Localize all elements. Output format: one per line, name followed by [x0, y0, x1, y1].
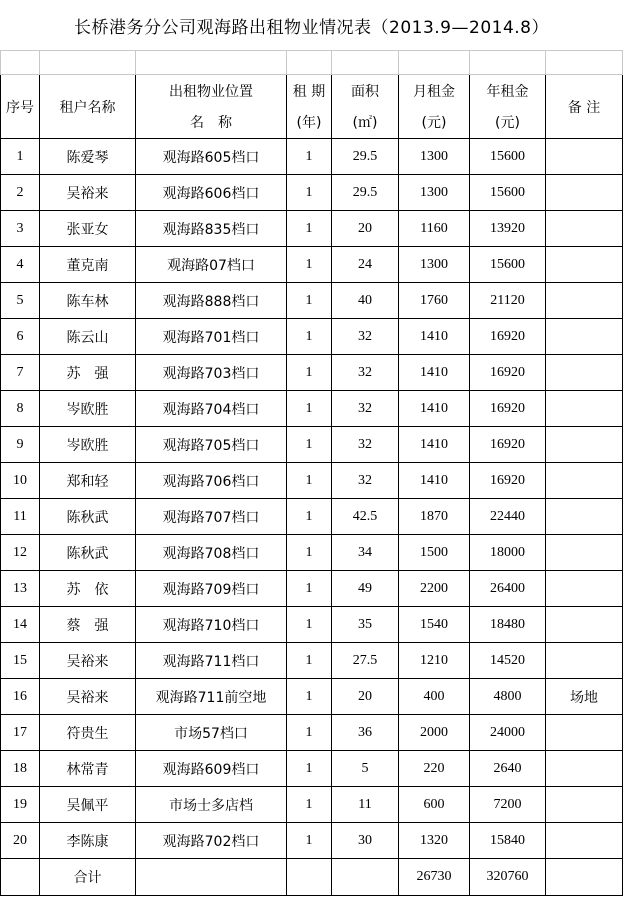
table-row	[1, 499, 623, 535]
remark-cell[interactable]	[546, 823, 623, 859]
annual-rent-cell[interactable]: 26400	[470, 571, 546, 607]
location-cell[interactable]: 观海路711档口	[136, 643, 287, 679]
cell[interactable]	[1, 859, 40, 896]
area-cell[interactable]: 5	[332, 751, 399, 787]
location-cell[interactable]: 观海路710档口	[136, 607, 287, 643]
seq-cell[interactable]: 6	[1, 319, 40, 355]
table-row	[1, 175, 623, 211]
monthly-rent-cell[interactable]: 1160	[399, 211, 470, 247]
remark-cell[interactable]	[546, 571, 623, 607]
area-cell[interactable]: 34	[332, 535, 399, 571]
header-monthly-top[interactable]: 月租金	[399, 75, 470, 107]
annual-rent-cell[interactable]: 15600	[470, 175, 546, 211]
remark-cell[interactable]	[546, 499, 623, 535]
monthly-rent-cell[interactable]: 1410	[399, 319, 470, 355]
annual-rent-cell[interactable]: 4800	[470, 679, 546, 715]
area-cell[interactable]: 32	[332, 355, 399, 391]
table-row	[1, 571, 623, 607]
remark-cell[interactable]	[546, 607, 623, 643]
monthly-rent-cell[interactable]: 1300	[399, 175, 470, 211]
table-row	[1, 283, 623, 319]
location-cell[interactable]: 观海路609档口	[136, 751, 287, 787]
table-row	[1, 427, 623, 463]
area-cell[interactable]: 49	[332, 571, 399, 607]
monthly-rent-cell[interactable]: 1210	[399, 643, 470, 679]
annual-rent-cell[interactable]: 16920	[470, 319, 546, 355]
seq-cell[interactable]: 1	[1, 139, 40, 175]
table-row	[1, 679, 623, 715]
cell[interactable]	[399, 51, 470, 75]
term-cell[interactable]: 1	[287, 607, 332, 643]
remark-cell[interactable]	[546, 715, 623, 751]
tenant-cell[interactable]: 岑欧胜	[40, 427, 136, 463]
term-cell[interactable]: 1	[287, 535, 332, 571]
term-cell[interactable]: 1	[287, 751, 332, 787]
header-area-bottom[interactable]: (㎡)	[332, 106, 399, 139]
annual-rent-cell[interactable]: 14520	[470, 643, 546, 679]
seq-cell[interactable]: 2	[1, 175, 40, 211]
location-cell[interactable]: 观海路707档口	[136, 499, 287, 535]
term-cell[interactable]: 1	[287, 427, 332, 463]
seq-cell[interactable]: 13	[1, 571, 40, 607]
monthly-rent-cell[interactable]: 1540	[399, 607, 470, 643]
total-label[interactable]: 合计	[40, 859, 136, 896]
monthly-rent-cell[interactable]: 220	[399, 751, 470, 787]
seq-cell[interactable]: 5	[1, 283, 40, 319]
tenant-cell[interactable]: 吴裕来	[40, 643, 136, 679]
remark-cell[interactable]	[546, 643, 623, 679]
seq-cell[interactable]: 12	[1, 535, 40, 571]
cell[interactable]	[546, 859, 623, 896]
table-row	[1, 823, 623, 859]
annual-rent-cell[interactable]: 7200	[470, 787, 546, 823]
table-row	[1, 319, 623, 355]
location-cell[interactable]: 观海路711前空地	[136, 679, 287, 715]
monthly-rent-cell[interactable]: 1300	[399, 139, 470, 175]
remark-cell[interactable]	[546, 283, 623, 319]
seq-cell[interactable]: 7	[1, 355, 40, 391]
monthly-rent-cell[interactable]: 400	[399, 679, 470, 715]
location-cell[interactable]: 观海路888档口	[136, 283, 287, 319]
tenant-cell[interactable]: 苏 强	[40, 355, 136, 391]
location-cell[interactable]: 观海路704档口	[136, 391, 287, 427]
annual-rent-cell[interactable]: 21120	[470, 283, 546, 319]
header-location-top[interactable]: 出租物业位置	[136, 75, 287, 107]
sheet-title: 长桥港务分公司观海路出租物业情况表（2013.9—2014.8）	[74, 17, 549, 38]
area-cell[interactable]: 32	[332, 319, 399, 355]
seq-cell[interactable]: 16	[1, 679, 40, 715]
annual-rent-cell[interactable]: 22440	[470, 499, 546, 535]
cell[interactable]	[287, 859, 332, 896]
area-cell[interactable]: 11	[332, 787, 399, 823]
seq-cell[interactable]: 10	[1, 463, 40, 499]
seq-cell[interactable]: 17	[1, 715, 40, 751]
remark-cell[interactable]	[546, 319, 623, 355]
annual-rent-cell[interactable]: 16920	[470, 427, 546, 463]
remark-cell[interactable]	[546, 355, 623, 391]
table-row	[1, 463, 623, 499]
cell[interactable]	[332, 859, 399, 896]
term-cell[interactable]: 1	[287, 823, 332, 859]
term-cell[interactable]: 1	[287, 679, 332, 715]
location-cell[interactable]: 观海路605档口	[136, 139, 287, 175]
location-cell[interactable]: 观海路701档口	[136, 319, 287, 355]
seq-cell[interactable]: 8	[1, 391, 40, 427]
location-cell[interactable]: 观海路835档口	[136, 211, 287, 247]
table-row	[1, 643, 623, 679]
remark-cell[interactable]: 场地	[546, 679, 623, 715]
term-cell[interactable]: 1	[287, 283, 332, 319]
seq-cell[interactable]: 14	[1, 607, 40, 643]
rental-table	[0, 50, 623, 896]
table-row	[1, 535, 623, 571]
annual-rent-cell[interactable]: 13920	[470, 211, 546, 247]
seq-cell[interactable]: 3	[1, 211, 40, 247]
table-row	[1, 391, 623, 427]
remark-cell[interactable]	[546, 463, 623, 499]
header-annual-top[interactable]: 年租金	[470, 75, 546, 107]
remark-cell[interactable]	[546, 139, 623, 175]
location-cell[interactable]: 观海路703档口	[136, 355, 287, 391]
tenant-cell[interactable]: 林常青	[40, 751, 136, 787]
header-term-bottom[interactable]: (年)	[287, 106, 332, 139]
header-row	[1, 75, 623, 107]
location-cell[interactable]: 市场57档口	[136, 715, 287, 751]
monthly-rent-cell[interactable]: 1500	[399, 535, 470, 571]
header-seq[interactable]: 序号	[1, 75, 40, 139]
area-cell[interactable]: 36	[332, 715, 399, 751]
location-cell[interactable]: 观海路705档口	[136, 427, 287, 463]
area-cell[interactable]: 30	[332, 823, 399, 859]
annual-rent-cell[interactable]: 15600	[470, 139, 546, 175]
location-cell[interactable]: 观海路606档口	[136, 175, 287, 211]
tenant-cell[interactable]: 吴裕来	[40, 679, 136, 715]
location-cell[interactable]: 观海路702档口	[136, 823, 287, 859]
monthly-rent-cell[interactable]: 2200	[399, 571, 470, 607]
annual-rent-cell[interactable]: 16920	[470, 463, 546, 499]
monthly-rent-cell[interactable]: 1300	[399, 247, 470, 283]
tenant-cell[interactable]: 陈云山	[40, 319, 136, 355]
cell[interactable]	[1, 51, 40, 75]
annual-rent-cell[interactable]: 2640	[470, 751, 546, 787]
seq-cell[interactable]: 19	[1, 787, 40, 823]
area-cell[interactable]: 32	[332, 391, 399, 427]
cell[interactable]	[40, 51, 136, 75]
tenant-cell[interactable]: 陈秋武	[40, 535, 136, 571]
annual-rent-cell[interactable]: 18480	[470, 607, 546, 643]
remark-cell[interactable]	[546, 175, 623, 211]
monthly-rent-cell[interactable]: 1760	[399, 283, 470, 319]
term-cell[interactable]: 1	[287, 715, 332, 751]
remark-cell[interactable]	[546, 535, 623, 571]
area-cell[interactable]: 32	[332, 427, 399, 463]
remark-cell[interactable]	[546, 751, 623, 787]
seq-cell[interactable]: 18	[1, 751, 40, 787]
table-row	[1, 247, 623, 283]
cell[interactable]	[136, 51, 287, 75]
cell[interactable]	[287, 51, 332, 75]
term-cell[interactable]: 1	[287, 499, 332, 535]
total-annual-rent[interactable]: 320760	[470, 859, 546, 896]
tenant-cell[interactable]: 苏 依	[40, 571, 136, 607]
table-row	[1, 607, 623, 643]
table-row	[1, 787, 623, 823]
area-cell[interactable]: 29.5	[332, 175, 399, 211]
area-cell[interactable]: 29.5	[332, 139, 399, 175]
tenant-cell[interactable]: 符贵生	[40, 715, 136, 751]
location-cell[interactable]: 观海路706档口	[136, 463, 287, 499]
seq-cell[interactable]: 20	[1, 823, 40, 859]
table-row	[1, 211, 623, 247]
seq-cell[interactable]: 11	[1, 499, 40, 535]
term-cell[interactable]: 1	[287, 571, 332, 607]
area-cell[interactable]: 40	[332, 283, 399, 319]
monthly-rent-cell[interactable]: 1410	[399, 355, 470, 391]
header-location-bottom[interactable]: 名 称	[136, 106, 287, 139]
tenant-cell[interactable]: 陈秋武	[40, 499, 136, 535]
monthly-rent-cell[interactable]: 1870	[399, 499, 470, 535]
term-cell[interactable]: 1	[287, 175, 332, 211]
header-tenant[interactable]: 租户名称	[40, 75, 136, 139]
blank-row	[1, 51, 623, 75]
tenant-cell[interactable]: 吴裕来	[40, 175, 136, 211]
tenant-cell[interactable]: 岑欧胜	[40, 391, 136, 427]
area-cell[interactable]: 27.5	[332, 643, 399, 679]
annual-rent-cell[interactable]: 15600	[470, 247, 546, 283]
tenant-cell[interactable]: 李陈康	[40, 823, 136, 859]
area-cell[interactable]: 42.5	[332, 499, 399, 535]
seq-cell[interactable]: 4	[1, 247, 40, 283]
tenant-cell[interactable]: 董克南	[40, 247, 136, 283]
monthly-rent-cell[interactable]: 1410	[399, 391, 470, 427]
remark-cell[interactable]	[546, 211, 623, 247]
term-cell[interactable]: 1	[287, 463, 332, 499]
annual-rent-cell[interactable]: 18000	[470, 535, 546, 571]
area-cell[interactable]: 32	[332, 463, 399, 499]
term-cell[interactable]: 1	[287, 319, 332, 355]
term-cell[interactable]: 1	[287, 643, 332, 679]
term-cell[interactable]: 1	[287, 355, 332, 391]
annual-rent-cell[interactable]: 15840	[470, 823, 546, 859]
term-cell[interactable]: 1	[287, 211, 332, 247]
header-remark[interactable]: 备 注	[546, 75, 623, 139]
remark-cell[interactable]	[546, 787, 623, 823]
tenant-cell[interactable]: 陈车林	[40, 283, 136, 319]
term-cell[interactable]: 1	[287, 391, 332, 427]
table-row	[1, 355, 623, 391]
annual-rent-cell[interactable]: 24000	[470, 715, 546, 751]
monthly-rent-cell[interactable]: 1410	[399, 463, 470, 499]
tenant-cell[interactable]: 郑和轻	[40, 463, 136, 499]
location-cell[interactable]: 观海路07档口	[136, 247, 287, 283]
seq-cell[interactable]: 15	[1, 643, 40, 679]
monthly-rent-cell[interactable]: 1410	[399, 427, 470, 463]
term-cell[interactable]: 1	[287, 247, 332, 283]
annual-rent-cell[interactable]: 16920	[470, 391, 546, 427]
remark-cell[interactable]	[546, 247, 623, 283]
tenant-cell[interactable]: 陈爱琴	[40, 139, 136, 175]
cell[interactable]	[470, 51, 546, 75]
header-annual-bottom[interactable]: (元)	[470, 106, 546, 139]
area-cell[interactable]: 24	[332, 247, 399, 283]
tenant-cell[interactable]: 张亚女	[40, 211, 136, 247]
tenant-cell[interactable]: 蔡 强	[40, 607, 136, 643]
header-monthly-bottom[interactable]: (元)	[399, 106, 470, 139]
area-cell[interactable]: 35	[332, 607, 399, 643]
area-cell[interactable]: 20	[332, 679, 399, 715]
area-cell[interactable]: 20	[332, 211, 399, 247]
location-cell[interactable]: 市场士多店档	[136, 787, 287, 823]
seq-cell[interactable]: 9	[1, 427, 40, 463]
monthly-rent-cell[interactable]: 1320	[399, 823, 470, 859]
term-cell[interactable]: 1	[287, 787, 332, 823]
total-monthly-rent[interactable]: 26730	[399, 859, 470, 896]
annual-rent-cell[interactable]: 16920	[470, 355, 546, 391]
total-row	[1, 859, 623, 896]
cell[interactable]	[546, 51, 623, 75]
table-row	[1, 715, 623, 751]
header-term-top[interactable]: 租 期	[287, 75, 332, 107]
table-row	[1, 751, 623, 787]
header-area-top[interactable]: 面积	[332, 75, 399, 107]
tenant-cell[interactable]: 吴佩平	[40, 787, 136, 823]
remark-cell[interactable]	[546, 391, 623, 427]
monthly-rent-cell[interactable]: 600	[399, 787, 470, 823]
monthly-rent-cell[interactable]: 2000	[399, 715, 470, 751]
location-cell[interactable]: 观海路708档口	[136, 535, 287, 571]
cell[interactable]	[332, 51, 399, 75]
location-cell[interactable]: 观海路709档口	[136, 571, 287, 607]
table-row	[1, 139, 623, 175]
remark-cell[interactable]	[546, 427, 623, 463]
term-cell[interactable]: 1	[287, 139, 332, 175]
cell[interactable]	[136, 859, 287, 896]
